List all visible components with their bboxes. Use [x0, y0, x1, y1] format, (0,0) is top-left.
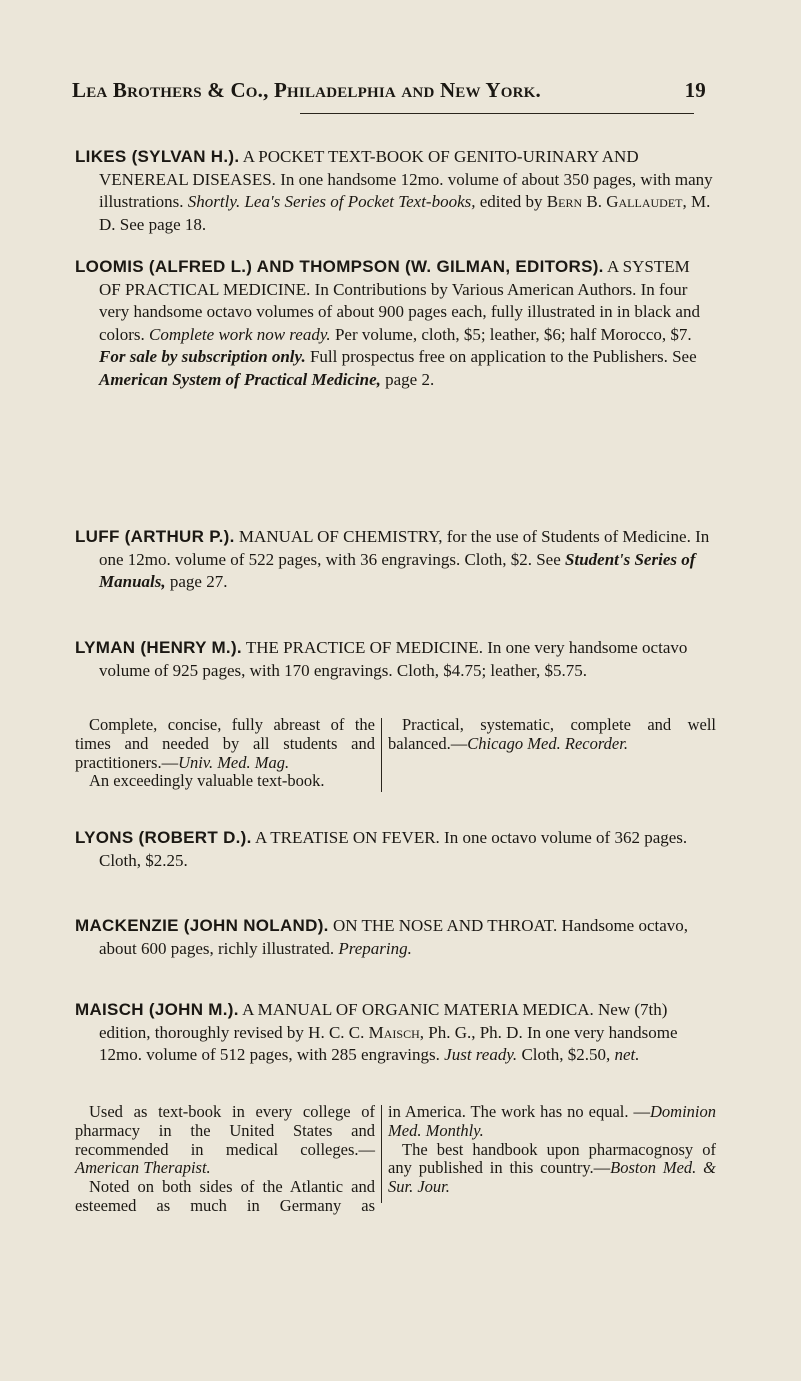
entry-author: LOOMIS (ALFRED L.) AND THOMPSON (W. GILMAN, EDITORS). [75, 257, 604, 276]
entry-description: Handsome octavo, about 600 pages, richly illustrated. [99, 916, 689, 958]
publisher-line: Lea Brothers & Co., Philadelphia and New York. [72, 78, 541, 102]
review-text-2: An exceedingly valuable text-book. [89, 771, 325, 791]
entry-title: A TREATISE ON FEVER. [254, 828, 440, 847]
review-source: American Therapist. [75, 1158, 211, 1178]
entry-tail: M. D. See page 18. [99, 192, 711, 234]
entry-title: MANUAL OF CHEMISTRY, [238, 527, 443, 546]
review-source: Dominion Med. Monthly. [388, 1102, 716, 1140]
entry-maisch [75, 999, 715, 1067]
entry-author: LYMAN (HENRY M.). [75, 638, 242, 657]
review-left [75, 1103, 375, 1216]
entry-title: THE PRACTICE OF MEDICINE. [245, 638, 483, 657]
entry-editor: Bern B. Gallaudet, [546, 192, 687, 212]
entry-series: Lea's Series of Pocket Text-books, [244, 192, 476, 212]
review-text: Practical, systematic, complete and well balanced.— [388, 715, 716, 753]
entry-status: Shortly. [187, 192, 241, 212]
entry-likes [75, 146, 715, 236]
entry-title: ON THE NOSE AND THROAT. [332, 916, 558, 935]
entry-edited-by: edited by [479, 192, 543, 212]
entry-author: LUFF (ARTHUR P.). [75, 527, 235, 546]
review-source: Chicago Med. Recorder. [467, 733, 628, 753]
entry-status: Just ready. [444, 1045, 518, 1065]
review-left [75, 716, 375, 791]
review-right [388, 716, 716, 754]
entry-net: net. [614, 1045, 640, 1065]
review-text-2: Noted on both sides of the Atlantic and esteemed as much in Germany as [75, 1177, 375, 1215]
entry-description: In one very handsome octavo volume of 925 pages, with 170 engravings. Cloth, $4.75; leather, $5.75. [99, 638, 688, 680]
entry-author: MACKENZIE (JOHN NOLAND). [75, 916, 329, 935]
entry-title: A MANUAL OF ORGANIC MATERIA MEDICA. [242, 1000, 594, 1019]
review-source: Univ. Med. Mag. [178, 752, 290, 772]
entry-loomis [75, 256, 715, 392]
entry-tail: Full prospectus free on application to the Publishers. See [309, 347, 697, 367]
column-divider [381, 718, 382, 792]
entry-reference: American System of Practical Medicine, [99, 369, 381, 389]
entry-sale-note: For sale by subscription only. [99, 347, 306, 367]
entry-description-2: Ph. G., Ph. D. In one very handsome 12mo. volume of 512 pages, with 285 engravings. [99, 1022, 678, 1065]
entry-description: for the use of Students of Medicine. In one 12mo. volume of 522 pages, with 36 engravings. Cloth, $2. See [99, 527, 710, 569]
entry-luff [75, 526, 715, 594]
entry-author: MAISCH (JOHN M.). [75, 1000, 239, 1019]
entry-lyman [75, 637, 715, 682]
review-source-2: Boston Med. & Sur. Jour. [388, 1158, 716, 1197]
running-head [72, 78, 712, 103]
lyman-reviews [75, 716, 717, 794]
maisch-reviews [75, 1102, 717, 1215]
entry-author: LIKES (SYLVAN H.). [75, 147, 240, 166]
review-right [388, 1103, 716, 1197]
entry-reference: Student's Series of Manuals, [99, 549, 696, 592]
entry-status: Complete work now ready. [149, 324, 331, 344]
entry-title: A SYSTEM OF PRACTICAL MEDICINE. [99, 257, 690, 299]
entry-description: In one octavo volume of 362 pages. Cloth, $2.25. [99, 828, 688, 870]
entry-description: New (7th) edition, thoroughly revised by [99, 1000, 668, 1042]
page-number: 19 [684, 78, 706, 102]
entry-reference-page: page 2. [385, 369, 435, 389]
entry-price: Cloth, $2.50, [521, 1045, 611, 1065]
entry-price: Per volume, cloth, $5; leather, $6; half Morocco, $7. [334, 324, 692, 344]
review-text: in America. The work has no equal. — [388, 1102, 650, 1121]
entry-lyons [75, 827, 715, 872]
entry-description: In one handsome 12mo. volume of about 350 pages, with many illustrations. [99, 169, 713, 212]
header-rule [300, 113, 694, 114]
entry-reviser: H. C. C. Maisch, [308, 1022, 424, 1042]
entry-description: In Contributions by Various American Authors. In four very handsome octavo volumes of about 900 pages each, fully illustrated in in black and colors. [99, 279, 700, 344]
entry-author: LYONS (ROBERT D.). [75, 828, 252, 847]
entry-title: A POCKET TEXT-BOOK OF GENITO-URINARY AND VENEREAL DISEASES. [99, 147, 639, 189]
review-text: Used as text-book in every college of pharmacy in the United States and recommended in medical colleges.— [75, 1102, 375, 1159]
review-text: Complete, concise, fully abreast of the times and needed by all students and practitioners.— [75, 715, 375, 772]
entry-status: Preparing. [338, 938, 412, 958]
entry-reference-page: page 27. [169, 572, 228, 592]
review-text-2: The best handbook upon pharmacognosy of any published in this country.— [388, 1139, 716, 1178]
column-divider [381, 1105, 382, 1203]
entry-mackenzie [75, 915, 715, 960]
